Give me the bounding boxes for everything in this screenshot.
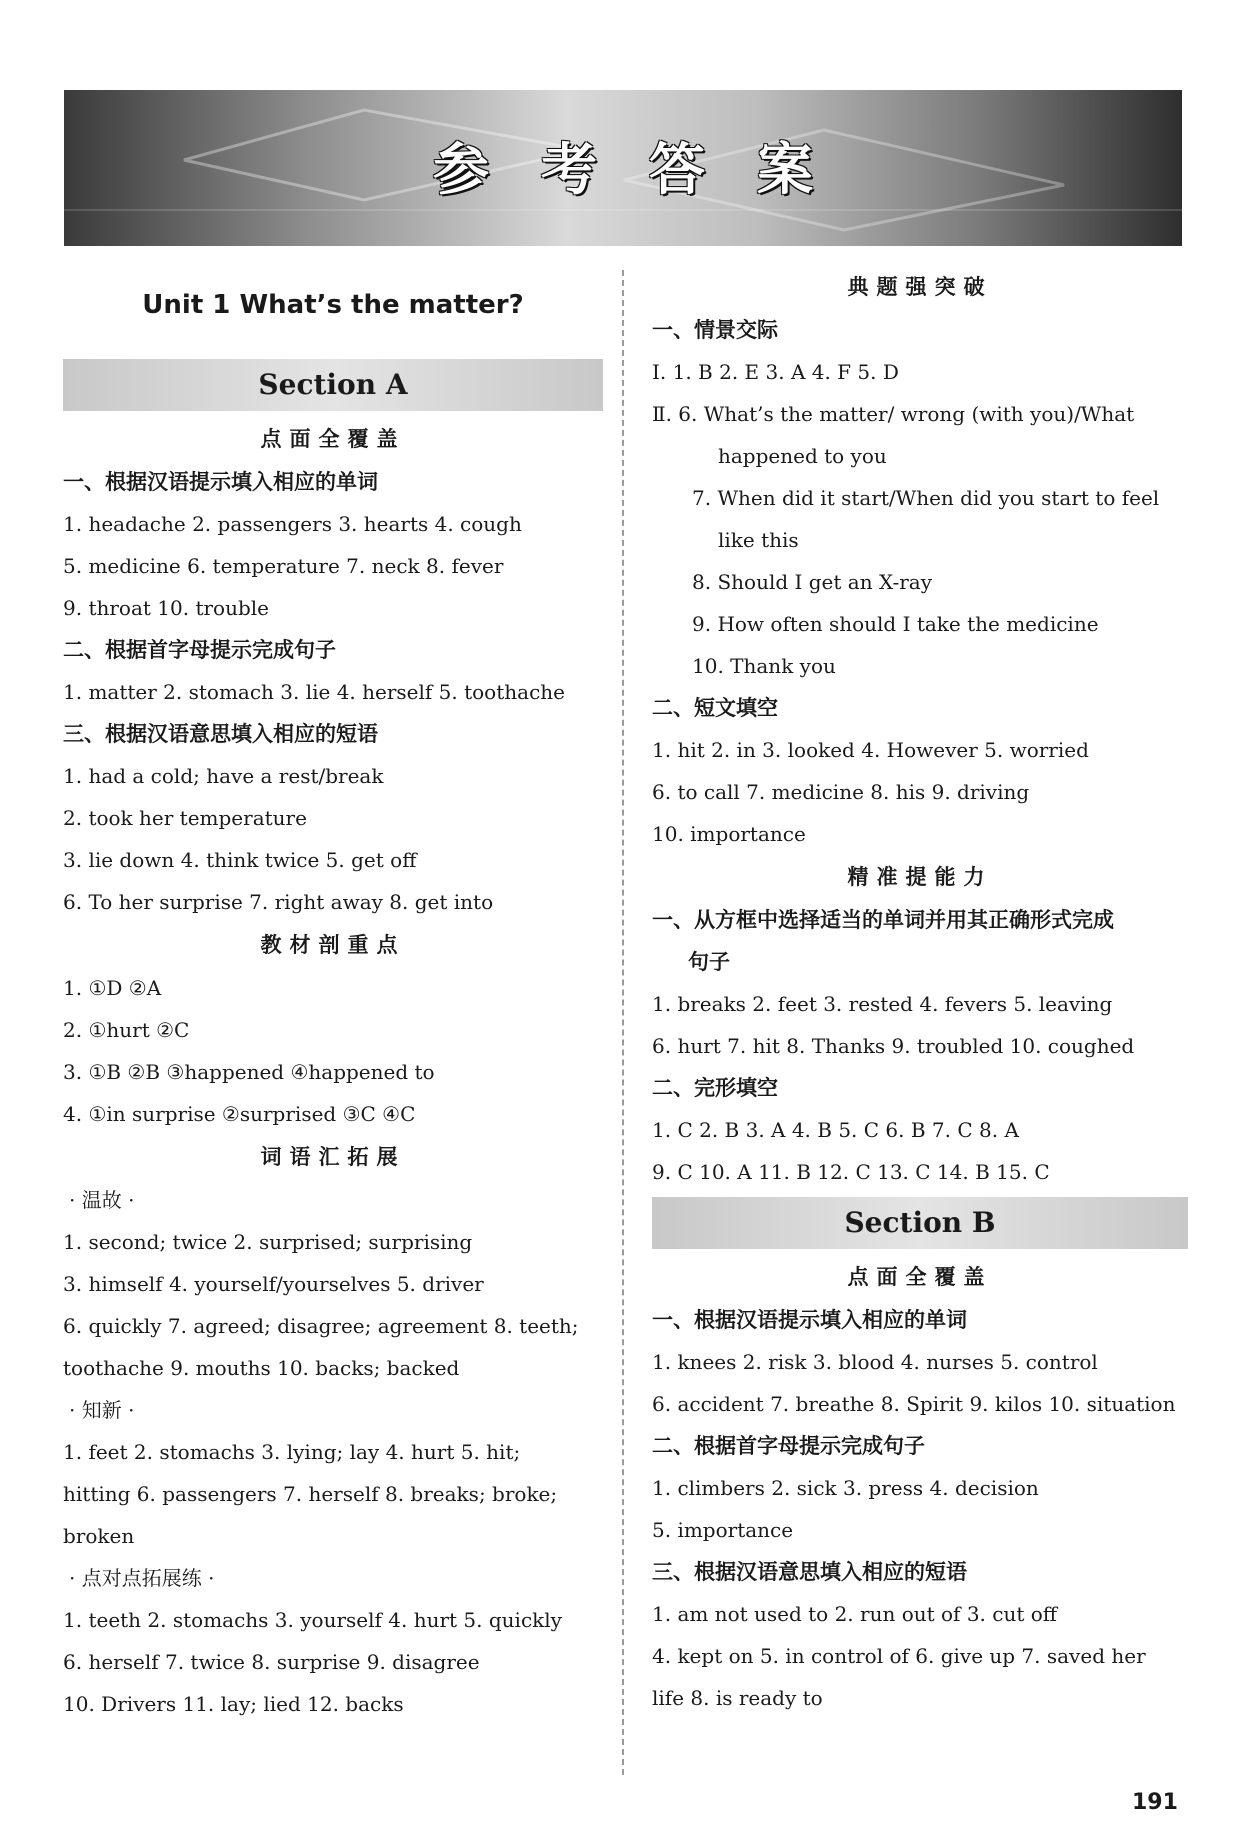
label: · 知新 ·: [69, 1398, 135, 1422]
subheading: 点面全覆盖: [847, 1264, 993, 1289]
answer-line: hitting 6. passengers 7. herself 8. breaks; broke;: [63, 1482, 558, 1506]
answer-line: 10. importance: [652, 822, 806, 846]
answer-line: like this: [718, 528, 799, 552]
answer-line: 1. hit 2. in 3. looked 4. However 5. worried: [652, 738, 1089, 762]
answer-line: 1. C 2. B 3. A 4. B 5. C 6. B 7. C 8. A: [652, 1118, 1019, 1142]
answer-line: 7. When did it start/When did you start to feel: [692, 486, 1160, 510]
question-heading: 三、根据汉语意思填入相应的短语: [63, 722, 378, 746]
answer-line: 1. breaks 2. feet 3. rested 4. fevers 5. leaving: [652, 992, 1113, 1016]
answer-line: 1. teeth 2. stomachs 3. yourself 4. hurt 5. quickly: [63, 1608, 562, 1632]
answer-line: 1. second; twice 2. surprised; surprising: [63, 1230, 473, 1254]
answer-line: 1. ①D ②A: [63, 976, 162, 1000]
column-divider: [622, 270, 624, 1775]
question-heading: 一、根据汉语提示填入相应的单词: [652, 1308, 967, 1332]
subheading: 点面全覆盖: [260, 426, 406, 451]
page-number: 191: [1132, 1790, 1178, 1815]
answer-line: 1. climbers 2. sick 3. press 4. decision: [652, 1476, 1039, 1500]
subheading: 词语汇拓展: [260, 1144, 406, 1169]
answer-line: 5. importance: [652, 1518, 794, 1542]
question-heading: 一、从方框中选择适当的单词并用其正确形式完成: [652, 908, 1114, 932]
answer-line: 6. quickly 7. agreed; disagree; agreement 8. teeth;: [63, 1314, 579, 1338]
question-heading: 一、情景交际: [652, 318, 778, 342]
question-heading: 三、根据汉语意思填入相应的短语: [652, 1560, 967, 1584]
answer-line: 6. hurt 7. hit 8. Thanks 9. troubled 10. coughed: [652, 1034, 1135, 1058]
header-banner: [64, 90, 1182, 246]
answer-line: 9. How often should I take the medicine: [692, 612, 1099, 636]
answer-line: 6. accident 7. breathe 8. Spirit 9. kilos 10. situation: [652, 1392, 1176, 1416]
answer-line: 3. lie down 4. think twice 5. get off: [63, 848, 417, 872]
question-heading: 二、短文填空: [652, 696, 778, 720]
answer-line: 9. throat 10. trouble: [63, 596, 269, 620]
answer-line: 1. had a cold; have a rest/break: [63, 764, 384, 788]
section-a-header: Section A: [63, 359, 603, 411]
answer-line: 1. matter 2. stomach 3. lie 4. herself 5. toothache: [63, 680, 565, 704]
question-heading: 二、根据首字母提示完成句子: [652, 1434, 925, 1458]
unit-title: Unit 1 What’s the matter?: [142, 290, 524, 320]
question-heading: 一、根据汉语提示填入相应的单词: [63, 470, 378, 494]
question-heading: 句子: [688, 950, 730, 974]
label: · 点对点拓展练 ·: [69, 1566, 215, 1590]
section-b-header: Section B: [652, 1197, 1188, 1249]
answer-line: 6. To her surprise 7. right away 8. get into: [63, 890, 494, 914]
answer-line: 1. headache 2. passengers 3. hearts 4. cough: [63, 512, 522, 536]
answer-line: 2. took her temperature: [63, 806, 307, 830]
question-heading: 二、根据首字母提示完成句子: [63, 638, 336, 662]
label: · 温故 ·: [69, 1188, 135, 1212]
answer-line: 1. am not used to 2. run out of 3. cut off: [652, 1602, 1057, 1626]
answer-line: 10. Drivers 11. lay; lied 12. backs: [63, 1692, 404, 1716]
answer-line: 10. Thank you: [692, 654, 836, 678]
answer-line: 1. feet 2. stomachs 3. lying; lay 4. hurt 5. hit;: [63, 1440, 521, 1464]
question-heading: 二、完形填空: [652, 1076, 778, 1100]
answer-line: Ⅰ. 1. B 2. E 3. A 4. F 5. D: [652, 360, 899, 384]
answer-line: broken: [63, 1524, 135, 1548]
page-title: 参考答案: [433, 138, 865, 203]
answer-line: Ⅱ. 6. What’s the matter/ wrong (with you)/What: [652, 402, 1135, 426]
answer-line: 5. medicine 6. temperature 7. neck 8. fever: [63, 554, 504, 578]
left-column: [63, 265, 603, 1725]
answer-line: 3. ①B ②B ③happened ④happened to: [63, 1060, 435, 1084]
answer-line: 9. C 10. A 11. B 12. C 13. C 14. B 15. C: [652, 1160, 1050, 1184]
answer-line: 8. Should I get an X-ray: [692, 570, 933, 594]
answer-line: 2. ①hurt ②C: [63, 1018, 190, 1042]
answer-line: 4. ①in surprise ②surprised ③C ④C: [63, 1102, 416, 1126]
right-column: [652, 265, 1188, 1719]
answer-line: happened to you: [718, 444, 887, 468]
answer-line: 6. herself 7. twice 8. surprise 9. disagree: [63, 1650, 480, 1674]
subheading: 典题强突破: [847, 274, 993, 299]
answer-line: 3. himself 4. yourself/yourselves 5. driver: [63, 1272, 484, 1296]
subheading: 教材剖重点: [260, 932, 406, 957]
answer-line: 1. knees 2. risk 3. blood 4. nurses 5. control: [652, 1350, 1098, 1374]
answer-line: life 8. is ready to: [652, 1686, 823, 1710]
answer-line: toothache 9. mouths 10. backs; backed: [63, 1356, 460, 1380]
answer-line: 6. to call 7. medicine 8. his 9. driving: [652, 780, 1030, 804]
answer-line: 4. kept on 5. in control of 6. give up 7. saved her: [652, 1644, 1146, 1668]
subheading: 精准提能力: [847, 864, 993, 889]
